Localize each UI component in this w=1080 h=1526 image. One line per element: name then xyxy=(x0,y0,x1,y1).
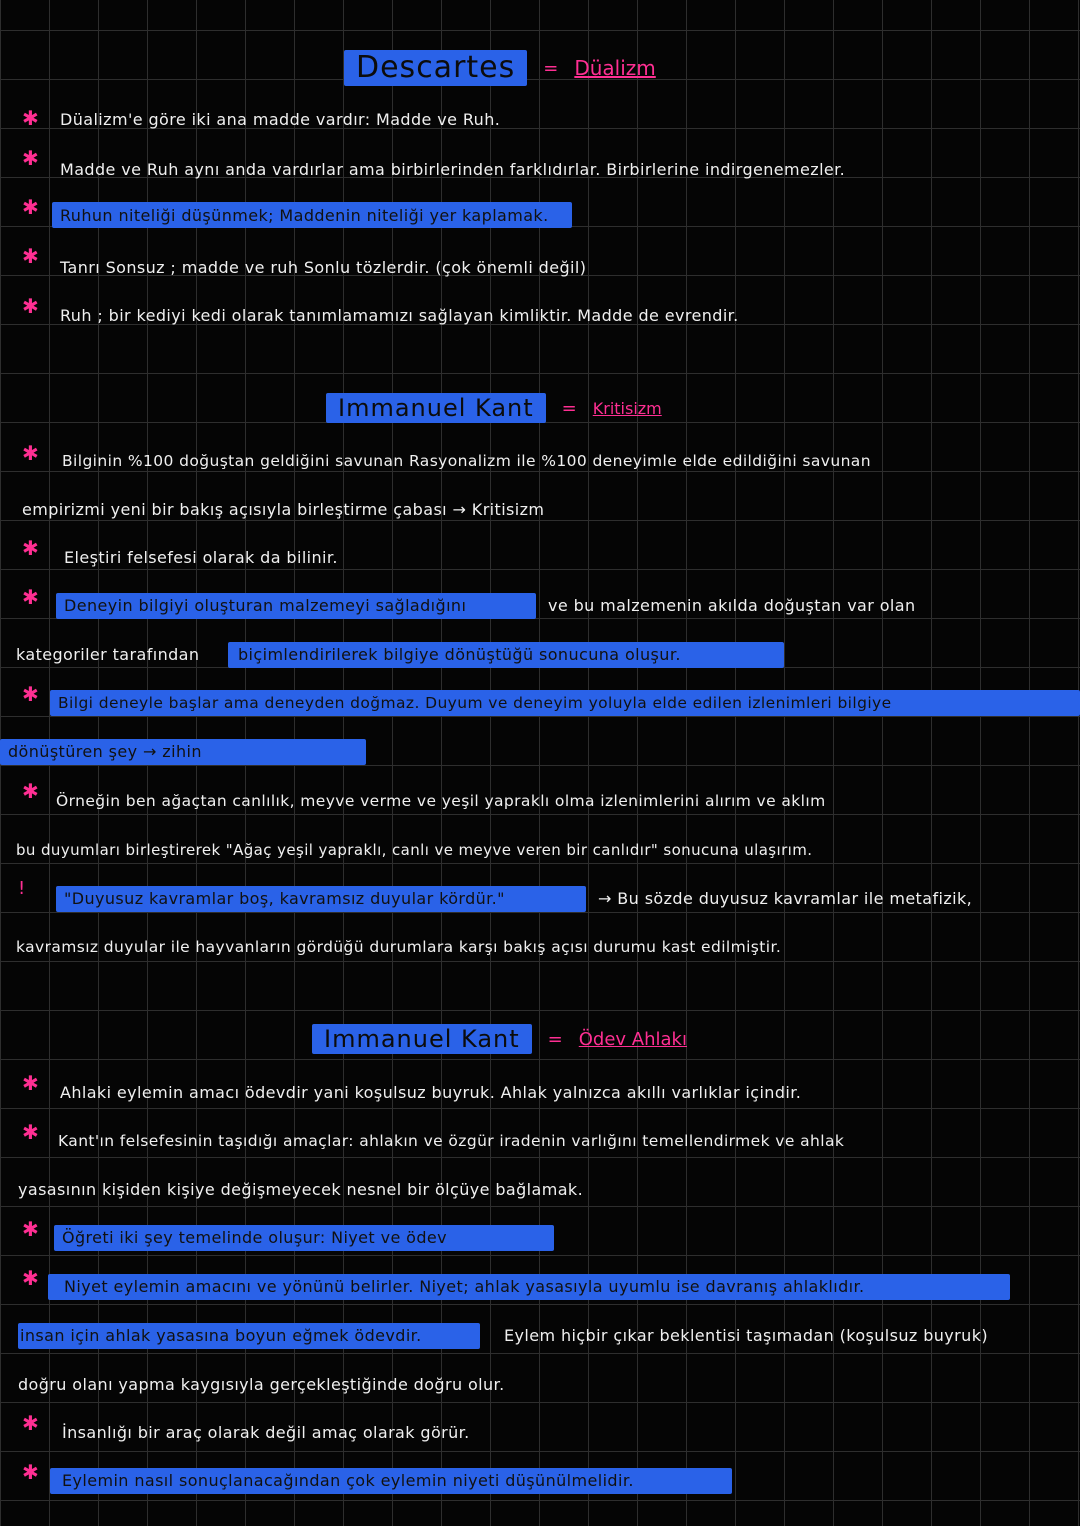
section-title: Immanuel Kant xyxy=(312,1024,532,1054)
note-line: Eleştiri felsefesi olarak da bilinir. xyxy=(64,548,338,567)
note-line: Ruh ; bir kediyi kedi olarak tanımlamamızı sağlayan kimliktir. Madde de evrendir. xyxy=(60,306,739,325)
note-line: Örneğin ben ağaçtan canlılık, meyve verme ve yeşil yapraklı olma izlenimlerini alırım ve aklım xyxy=(56,792,826,810)
note-line: Kant'ın felsefesinin taşıdığı amaçlar: ahlakın ve özgür iradenin varlığını temellendirmek ve ahlak xyxy=(58,1132,845,1150)
note-line: yasasının kişiden kişiye değişmeyecek nesnel bir ölçüye bağlamak. xyxy=(18,1180,584,1199)
equals-sign: = xyxy=(547,1028,563,1050)
star-icon: ✱ xyxy=(22,779,39,803)
section-title: Immanuel Kant xyxy=(326,393,546,423)
star-icon: ✱ xyxy=(22,294,39,318)
note-line: kavramsız duyular ile hayvanların gördüğü durumlara karşı bakış açısı durumu kast edilmiştir. xyxy=(16,938,782,956)
star-icon: ✱ xyxy=(22,244,39,268)
note-line: biçimlendirilerek bilgiye dönüştüğü sonucuna oluşur. xyxy=(238,645,681,664)
section-subtitle: Ödev Ahlakı xyxy=(578,1028,687,1050)
note-line: doğru olanı yapma kaygısıyla gerçekleştiğinde doğru olur. xyxy=(18,1375,505,1394)
note-line: → Bu sözde duyusuz kavramlar ile metafizik, xyxy=(598,889,973,908)
note-line: insan için ahlak yasasına boyun eğmek ödevdir. xyxy=(20,1326,422,1345)
note-line: Madde ve Ruh aynı anda vardırlar ama birbirlerinden farklıdırlar. Birbirlerine indirgenemezler. xyxy=(60,160,846,179)
note-line: empirizmi yeni bir bakış açısıyla birleştirme çabası → Kritisizm xyxy=(22,500,545,519)
note-line: Ahlaki eylemin amacı ödevdir yani koşulsuz buyruk. Ahlak yalnızca akıllı varlıklar içindir. xyxy=(60,1083,802,1102)
note-line: ve bu malzemenin akılda doğuştan var olan xyxy=(548,596,916,615)
star-icon: ✱ xyxy=(22,1217,39,1241)
section-header-kant-odev xyxy=(312,1024,687,1054)
star-icon: ✱ xyxy=(22,1266,39,1290)
star-icon: ✱ xyxy=(22,1460,39,1484)
note-line: Bilginin %100 doğuştan geldiğini savunan Rasyonalizm ile %100 deneyimle elde edildiğini savunan xyxy=(62,452,871,470)
note-line: kategoriler tarafından xyxy=(16,645,200,664)
note-line: İnsanlığı bir araç olarak değil amaç olarak görür. xyxy=(62,1423,470,1442)
section-title: Descartes xyxy=(344,50,527,86)
star-icon: ✱ xyxy=(22,585,39,609)
equals-sign: = xyxy=(561,397,577,419)
star-icon: ✱ xyxy=(22,536,39,560)
note-line: Bilgi deneyle başlar ama deneyden doğmaz. Duyum ve deneyim yoluyla elde edilen izlenimleri bilgiye xyxy=(58,694,892,712)
note-line: bu duyumları birleştirerek "Ağaç yeşil yapraklı, canlı ve meyve veren bir canlıdır" sonucuna ulaşırım. xyxy=(16,841,813,859)
note-line: "Duyusuz kavramlar boş, kavramsız duyular kördür." xyxy=(64,889,505,908)
star-icon: ✱ xyxy=(22,1071,39,1095)
star-icon: ✱ xyxy=(22,441,39,465)
star-icon: ✱ xyxy=(22,682,39,706)
note-line: Deneyin bilgiyi oluşturan malzemeyi sağladığını xyxy=(64,596,467,615)
star-icon: ✱ xyxy=(22,1120,39,1144)
section-subtitle: Kritisizm xyxy=(592,398,662,418)
note-line: Ruhun niteliği düşünmek; Maddenin niteliği yer kaplamak. xyxy=(60,206,549,225)
note-line: Eylemin nasıl sonuçlanacağından çok eylemin niyeti düşünülmelidir. xyxy=(62,1471,634,1490)
star-icon: ✱ xyxy=(22,1411,39,1435)
note-line: Niyet eylemin amacını ve yönünü belirler. Niyet; ahlak yasasıyla uyumlu ise davranış ahlaklıdır. xyxy=(64,1277,865,1296)
equals-sign: = xyxy=(543,57,559,79)
note-line: dönüştüren şey → zihin xyxy=(8,742,202,761)
star-icon: ✱ xyxy=(22,106,39,130)
note-line: Öğreti iki şey temelinde oluşur: Niyet ve ödev xyxy=(62,1228,448,1247)
exclamation-icon: ! xyxy=(18,878,26,899)
note-line: Tanrı Sonsuz ; madde ve ruh Sonlu tözlerdir. (çok önemli değil) xyxy=(60,258,587,277)
section-subtitle: Düalizm xyxy=(574,56,656,80)
note-line: Eylem hiçbir çıkar beklentisi taşımadan (koşulsuz buyruk) xyxy=(504,1326,989,1345)
section-header-kant-kritisizm xyxy=(326,393,662,423)
star-icon: ✱ xyxy=(22,195,39,219)
note-line: Düalizm'e göre iki ana madde vardır: Madde ve Ruh. xyxy=(60,110,501,129)
star-icon: ✱ xyxy=(22,146,39,170)
section-header-descartes xyxy=(344,50,656,86)
